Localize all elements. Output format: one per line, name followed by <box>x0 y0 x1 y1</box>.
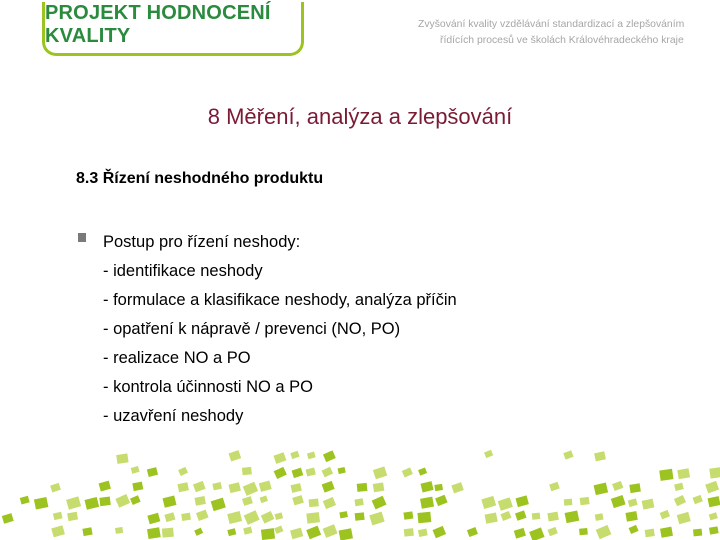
bullet-lead: Postup pro řízení neshody: <box>103 233 301 251</box>
decorative-tile <box>194 496 205 506</box>
decorative-tile <box>306 526 321 540</box>
decorative-tile <box>625 511 637 522</box>
decorative-tile <box>164 512 175 522</box>
decorative-tile <box>596 525 612 539</box>
decorative-tile <box>291 483 302 493</box>
decorative-tile <box>709 467 720 479</box>
decorative-tile <box>322 481 335 493</box>
decorative-tile <box>242 467 252 475</box>
decorative-tile <box>674 495 686 506</box>
decorative-tile <box>500 511 511 521</box>
decorative-tile <box>243 482 258 496</box>
decorative-tile <box>404 528 414 537</box>
decorative-tile <box>484 450 493 458</box>
decorative-tile <box>84 497 99 510</box>
decorative-tile <box>612 481 623 491</box>
project-logo <box>42 2 304 56</box>
decorative-tile <box>677 512 691 524</box>
decorative-tile <box>373 466 387 479</box>
decorative-tile-pattern <box>0 450 720 540</box>
decorative-tile <box>516 495 529 507</box>
decorative-tile <box>132 482 143 491</box>
decorative-tile <box>82 527 92 536</box>
decorative-tile <box>147 527 161 539</box>
decorative-tile <box>355 512 365 520</box>
decorative-tile <box>548 527 558 536</box>
decorative-tile <box>261 528 275 540</box>
decorative-tile <box>178 467 188 476</box>
decorative-tile <box>34 497 48 510</box>
decorative-tile <box>660 527 673 538</box>
decorative-tile <box>116 453 128 463</box>
decorative-tile <box>196 510 209 521</box>
decorative-tile <box>163 495 177 507</box>
decorative-tile <box>130 495 141 505</box>
decorative-tile <box>309 499 319 508</box>
decorative-tile <box>261 511 275 524</box>
decorative-tile <box>467 527 478 537</box>
decorative-tile <box>181 513 191 521</box>
decorative-tile <box>594 451 606 461</box>
decorative-tile <box>515 510 526 520</box>
list-item: - uzavření neshody <box>103 407 244 425</box>
decorative-tile <box>709 526 719 534</box>
decorative-tile <box>20 496 30 505</box>
decorative-tile <box>481 496 496 509</box>
decorative-tile <box>369 512 384 526</box>
decorative-tile <box>66 496 81 509</box>
decorative-tile <box>211 498 226 511</box>
list-item: - realizace NO a PO <box>103 349 251 367</box>
decorative-tile <box>244 510 260 525</box>
decorative-tile <box>339 528 353 540</box>
decorative-tile <box>549 482 560 491</box>
decorative-tile <box>212 482 222 490</box>
decorative-tile <box>433 526 447 538</box>
decorative-tile <box>306 468 316 477</box>
decorative-tile <box>273 452 286 464</box>
tagline-line-2: řídících procesů ve školách Královéhradeckého kraje <box>440 35 684 46</box>
decorative-tile <box>357 483 368 492</box>
decorative-tile <box>292 468 304 478</box>
decorative-tile <box>485 513 498 524</box>
list-item: - kontrola účinnosti NO a PO <box>103 378 314 396</box>
decorative-tile <box>354 498 363 506</box>
logo-text: PROJEKT HODNOCENÍ KVALITY <box>45 1 271 47</box>
decorative-tile <box>677 468 690 479</box>
decorative-tile <box>642 499 655 510</box>
decorative-tile <box>306 512 320 524</box>
decorative-tile <box>514 528 526 539</box>
decorative-tile <box>498 497 513 511</box>
decorative-tile <box>547 512 559 522</box>
decorative-tile <box>629 525 639 534</box>
decorative-tile <box>227 528 236 536</box>
decorative-tile <box>274 526 283 534</box>
bullet-block <box>76 228 676 431</box>
decorative-tile <box>580 497 590 505</box>
decorative-tile <box>162 528 174 538</box>
decorative-tile <box>418 468 427 476</box>
decorative-tile <box>660 510 670 519</box>
decorative-tile <box>708 496 720 507</box>
decorative-tile <box>373 482 385 492</box>
decorative-tile <box>50 483 61 493</box>
decorative-tile <box>290 528 303 540</box>
decorative-tile <box>292 495 304 505</box>
decorative-tile <box>564 499 573 506</box>
decorative-tile <box>420 497 434 509</box>
decorative-tile <box>229 450 242 461</box>
decorative-tile <box>435 495 448 506</box>
decorative-tile <box>693 529 702 537</box>
decorative-tile <box>290 451 299 459</box>
decorative-tile <box>323 497 336 509</box>
decorative-tile <box>67 512 78 521</box>
decorative-tile <box>243 527 252 535</box>
decorative-tile <box>579 528 588 535</box>
decorative-tile <box>2 513 14 524</box>
decorative-tile <box>565 510 580 523</box>
decorative-tile <box>51 525 65 537</box>
decorative-tile <box>339 511 348 518</box>
decorative-tile <box>709 512 718 520</box>
bullet-text <box>103 228 676 431</box>
decorative-tile <box>402 467 413 477</box>
decorative-tile <box>674 483 684 491</box>
decorative-tile <box>194 528 203 536</box>
decorative-tile <box>372 496 387 510</box>
decorative-tile <box>131 466 140 474</box>
decorative-tile <box>421 481 434 492</box>
decorative-tile <box>323 450 336 462</box>
decorative-tile <box>53 512 63 520</box>
decorative-tile <box>628 498 638 507</box>
list-item: - identifikace neshody <box>103 262 263 280</box>
decorative-tile <box>338 467 346 474</box>
decorative-tile <box>659 469 673 481</box>
square-bullet-icon <box>78 233 86 242</box>
decorative-tile <box>115 527 123 534</box>
decorative-tile <box>323 524 338 538</box>
decorative-tile <box>99 481 111 492</box>
decorative-tile <box>322 467 334 478</box>
decorative-tile <box>260 496 268 504</box>
list-item: - formulace a klasifikace neshody, analýza příčin <box>103 291 457 309</box>
decorative-tile <box>563 450 573 459</box>
decorative-tile <box>403 511 413 519</box>
decorative-tile <box>611 495 626 508</box>
tagline-line-1: Zvyšování kvality vzdělávání standardizací a zlepšováním <box>418 19 685 30</box>
decorative-tile <box>147 513 160 524</box>
section-subtitle: 8.3 Řízení neshodného produktu <box>76 170 324 187</box>
decorative-tile <box>629 483 641 493</box>
decorative-tile <box>242 496 253 506</box>
decorative-tile <box>193 481 206 492</box>
decorative-tile <box>418 529 428 538</box>
decorative-tile <box>705 481 719 494</box>
decorative-tile <box>417 512 431 523</box>
decorative-tile <box>645 529 655 538</box>
decorative-tile <box>227 511 242 524</box>
decorative-tile <box>177 482 189 492</box>
decorative-tile <box>595 513 604 521</box>
project-tagline <box>418 17 714 49</box>
decorative-tile <box>99 497 110 507</box>
slide-title: 8 Měření, analýza a zlepšování <box>207 104 513 129</box>
decorative-tile <box>434 484 443 491</box>
list-item: - opatření k nápravě / prevenci (NO, PO) <box>103 320 401 338</box>
decorative-tile <box>259 481 272 492</box>
decorative-tile <box>532 513 541 520</box>
decorative-tile <box>451 482 463 493</box>
decorative-tile <box>274 467 287 479</box>
decorative-tile <box>529 527 544 540</box>
decorative-tile <box>307 452 316 460</box>
decorative-tile <box>228 482 240 493</box>
decorative-tile <box>115 494 130 508</box>
decorative-tile <box>147 467 158 477</box>
decorative-tile <box>693 495 703 504</box>
decorative-tile <box>594 483 609 496</box>
decorative-tile <box>275 512 284 520</box>
